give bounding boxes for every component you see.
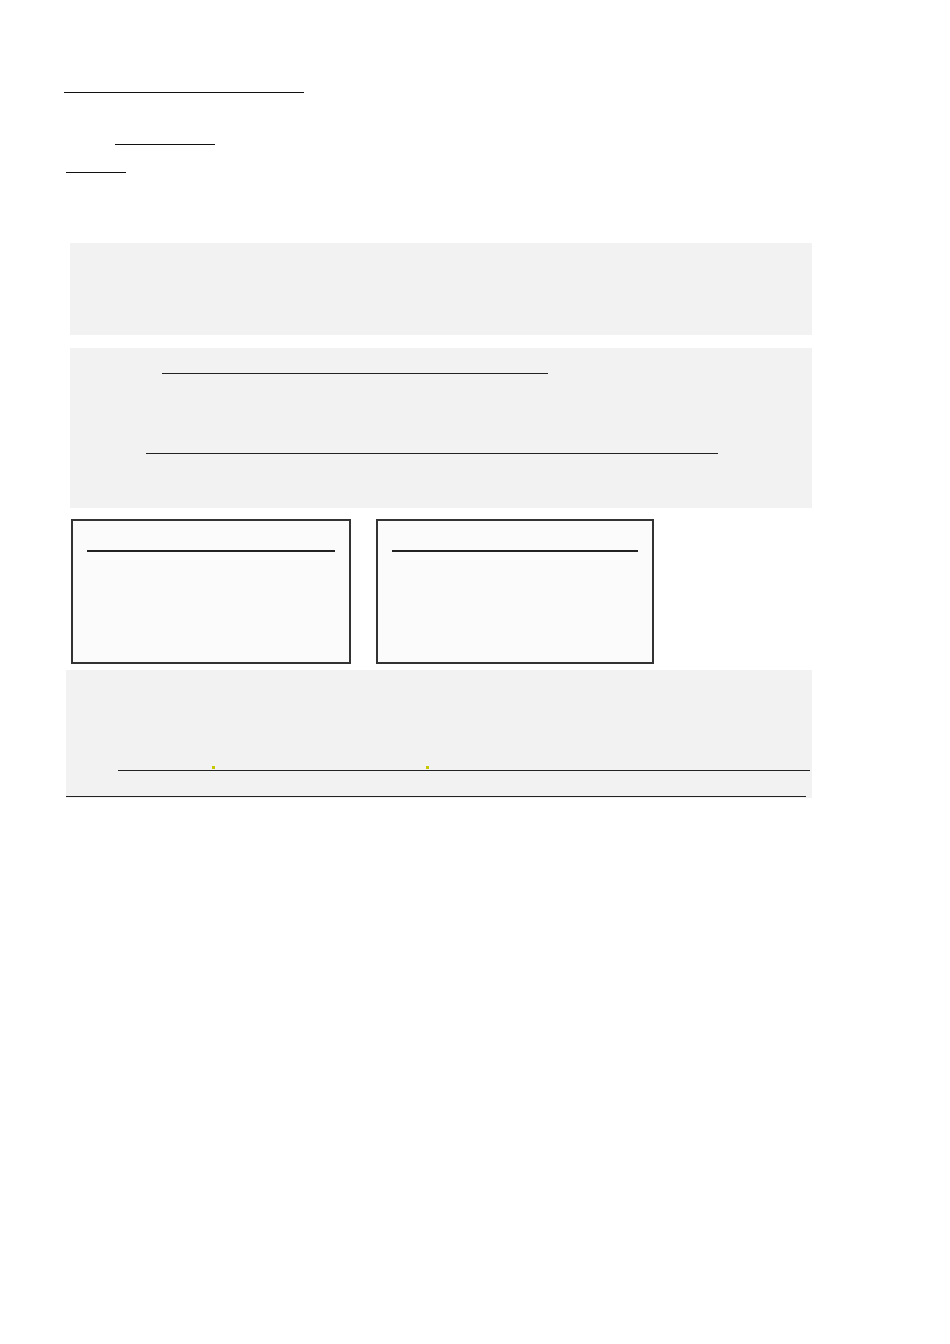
q8-line2 xyxy=(66,156,126,178)
suggestion-answer-line-2[interactable] xyxy=(66,796,806,797)
chart-title-rule xyxy=(392,550,638,552)
answer-blank[interactable] xyxy=(64,76,304,93)
online-activity-chart xyxy=(376,519,654,664)
highlight-dot xyxy=(426,766,429,769)
q8-blank-author[interactable] xyxy=(157,128,215,145)
chart-title-rule xyxy=(87,550,335,552)
sub2-answer-line[interactable] xyxy=(146,453,718,454)
conclusion-answer-line[interactable] xyxy=(162,373,548,374)
q8-blank-object[interactable] xyxy=(66,156,126,173)
suggestion-answer-line-1[interactable] xyxy=(118,770,810,771)
q8-blank-country[interactable] xyxy=(115,128,157,145)
highlight-dot xyxy=(212,766,215,769)
shade-block-3 xyxy=(66,670,812,798)
q8-line1 xyxy=(115,128,215,150)
shade-block-2 xyxy=(70,348,812,508)
media-time-chart xyxy=(71,519,351,664)
shade-block-1 xyxy=(70,243,812,335)
top-answer-line xyxy=(64,76,304,98)
